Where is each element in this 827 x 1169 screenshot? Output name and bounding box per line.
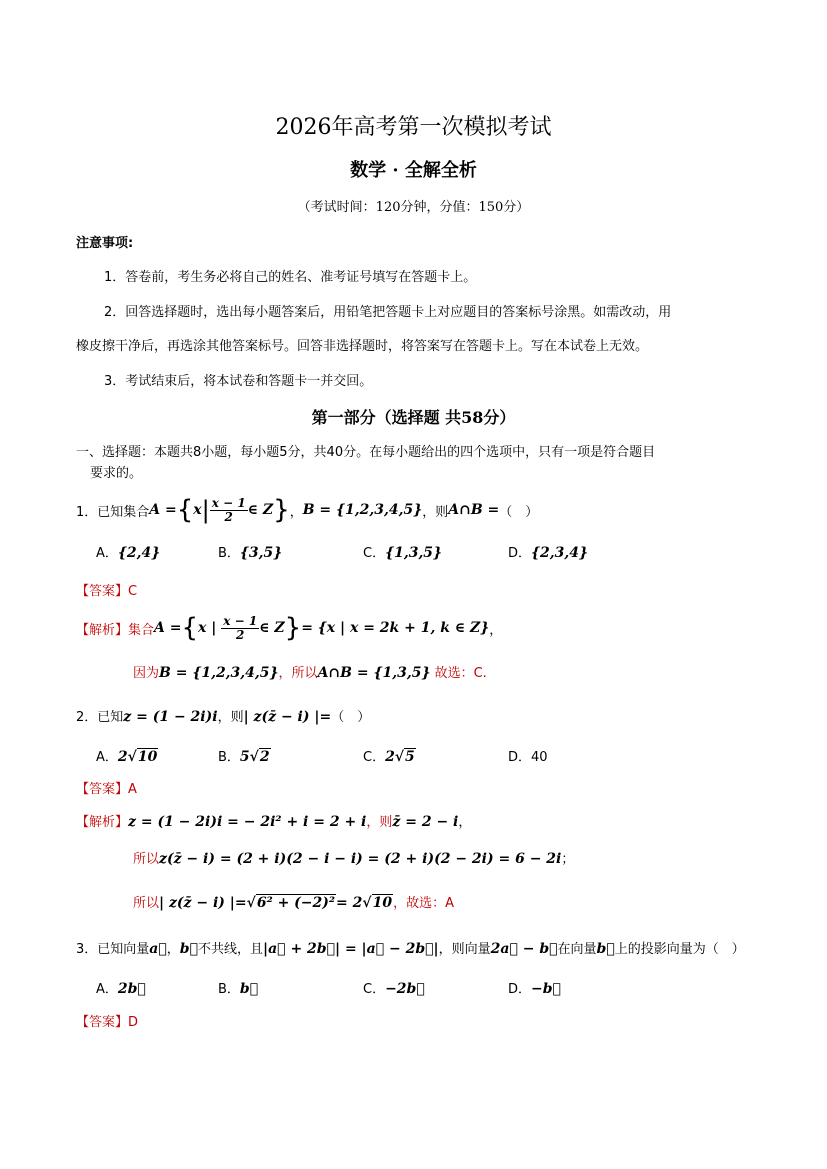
q2-analysis-step3: 所以| z(z̄ − i) |=√6² + (−2)²= 2√10，故选：A	[133, 895, 454, 911]
q1-stem: 1．已知集合 A = { x | $\frac{x - 1}{2}$ ∈ Z } ， B = {1,2,3,4,5} ，则 A∩B = （ ）	[76, 495, 539, 525]
q3-option-d: D．−b⃗	[508, 981, 561, 997]
note-item-1: 1．答卷前，考生务必将自己的姓名、准考证号填写在答题卡上。	[104, 270, 477, 285]
bar: |	[201, 496, 210, 524]
right-brace: }	[273, 495, 290, 525]
exam-info: （考试时间：120分钟，分值：150分）	[297, 200, 530, 215]
q2-analysis-step2: 所以z(z̄ − i) = (2 + i)(2 − i − i) = (2 + i)(2 − 2i) = 6 − 2i；	[133, 851, 575, 867]
q2-option-a: A．2√10	[96, 749, 158, 765]
note-item-2b: 橡皮擦干净后，再选涂其他答案标号。回答非选择题时，将答案写在答题卡上。写在本试卷上无效。	[76, 339, 649, 354]
q3-stem: 3．已知向量a⃗，b⃗不共线，且|a⃗ + 2b⃗| = |a⃗ − 2b⃗|，则向量2a⃗ − b⃗在向量b⃗上的投影向量为（ ）	[76, 941, 745, 957]
q1-in-z: ∈ Z	[247, 502, 274, 518]
q3-option-c: C．−2b⃗	[363, 981, 425, 997]
q1-ask: A∩B =	[448, 502, 500, 518]
q2-stem: 2．已知z = (1 − 2i)i，则| z(z̄ − i) |=（ ）	[76, 709, 371, 725]
q1-then: ，则	[422, 504, 449, 520]
q1-option-a: A．{2,4}	[96, 545, 161, 561]
q1-analysis-fraction: $\frac{x - 1}{2}$	[223, 613, 258, 642]
q2-analysis-step1: 【解析】z = (1 − 2i)i = − 2i² + i = 2 + i，则z̄ = 2 − i，	[76, 814, 472, 830]
q1-analysis-line1: 【解析】 集合 A = { x | $\frac{x - 1}{2}$ ∈ Z } = {x | x = 2k + 1, k ∈ Z} ，	[76, 613, 503, 643]
q1-x: x	[193, 502, 202, 518]
q1-option-b: B．{3,5}	[218, 545, 283, 561]
part1-intro-a: 一、选择题：本题共8小题，每小题5分，共40分。在每小题给出的四个选项中，只有一项是符合题目	[76, 445, 656, 460]
q3-option-b: B．b⃗	[218, 981, 259, 997]
q2-answer: 【答案】A	[76, 782, 137, 797]
q1-answer: 【答案】C	[76, 584, 138, 599]
left-brace: {	[181, 613, 199, 643]
left-brace: {	[176, 495, 194, 525]
q1-fraction	[210, 497, 248, 524]
notes-heading: 注意事项:	[76, 236, 134, 251]
part1-heading: 第一部分（选择题 共58分）	[311, 408, 516, 427]
q1-option-d: D．{2,3,4}	[508, 545, 588, 561]
q1-lead: 1．已知集合	[76, 504, 150, 520]
q2-option-b: B．5√2	[218, 749, 270, 765]
q1-paren: （ ）	[499, 504, 539, 520]
note-item-3: 3．考试结束后，将本试卷和答题卡一并交回。	[104, 374, 373, 389]
q1-analysis-line2: 因为B = {1,2,3,4,5}，所以A∩B = {1,3,5} 故选：C.	[133, 665, 487, 681]
note-item-2a: 2．回答选择题时，选出每小题答案后，用铅笔把答题卡上对应题目的答案标号涂黑。如需改动，用	[104, 305, 672, 320]
q1-b-def: B = {1,2,3,4,5}	[302, 502, 423, 518]
page-title: 2026年高考第一次模拟考试	[275, 115, 552, 140]
q1-option-c: C．{1,3,5}	[363, 545, 443, 561]
q2-option-d: D．40	[508, 750, 548, 765]
right-brace: }	[284, 613, 302, 643]
part1-intro-b: 要求的。	[90, 466, 143, 481]
page-subtitle: 数学 · 全解全析	[350, 160, 477, 181]
q3-answer: 【答案】D	[76, 1015, 139, 1030]
q2-option-c: C．2√5	[363, 749, 415, 765]
q1-frac-den: 2	[224, 509, 233, 524]
q1-a-def: A =	[149, 502, 177, 518]
q3-option-a: A．2b⃗	[96, 981, 146, 997]
q1-frac-num: x − 1	[211, 495, 246, 510]
